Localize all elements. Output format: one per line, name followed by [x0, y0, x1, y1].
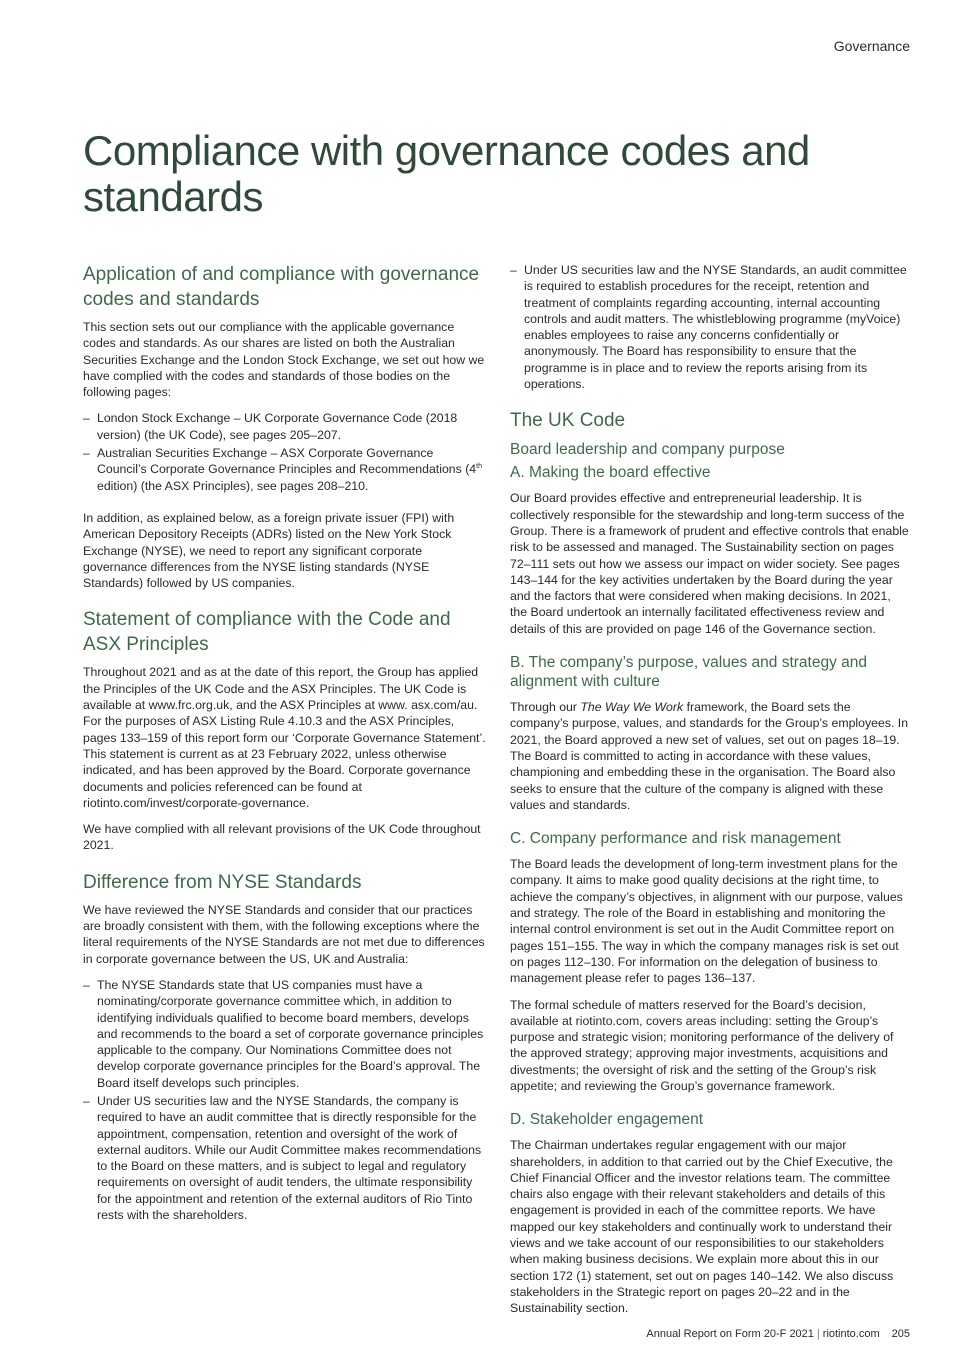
application-heading: Application of and compliance with governance codes and standards [83, 264, 480, 310]
section-a-paragraph: Our Board provides effective and entrepreneurial leadership. It is collectively responsible for the stewardship and long-term success of the Group. There is a framework of prudent and effective controls that enable risk to be assessed and managed. The Sustainability section on pages 72–111 sets out how we assess our impact on wider society. See pages 143–144 for the key activities undertaken by the Board during the year and the factors that were considered when making decisions. In 2021, the Board undertook an internally facilitated effectiveness review and details of this are provided on page 146 of the Governance section. [510, 491, 909, 636]
section-b-heading: B. The company’s purpose, values and strategy and alignment with culture [510, 654, 868, 691]
section-d-heading: D. Stakeholder engagement [510, 1111, 704, 1129]
nyse-paragraph: We have reviewed the NYSE Standards and consider that our practices are broadly consistent with them, with the following exceptions where the literal requirements of the NYSE Standards are not met due to differences in corporate governance between the US, UK and Australia: [83, 902, 485, 966]
nyse-exceptions-list [83, 977, 486, 1223]
footer-site-link[interactable]: riotinto.com [822, 1328, 880, 1340]
page-number: 205 [891, 1328, 910, 1340]
page-footer [646, 1328, 910, 1340]
section-d-paragraph: The Chairman undertakes regular engagement with our major shareholders, in addition to that carried out by the Chief Executive, the Chief Financial Officer and the investor relations team. The committee chairs also engage with their relevant stakeholders and details of this engagement is provided in each of the committee reports. We have mapped our key stakeholders and continually work to understand their views and we take account of our responsibilities to our stakeholders when making business decisions. We explain more about this in our section 172 (1) statement, set out on pages 140–142. We also discuss stakeholders in the Strategic report on pages 20–22 and in the Sustainability section. [510, 1138, 894, 1316]
statement-paragraph: Throughout 2021 and as at the date of this report, the Group has applied the Principles of the UK Code and the ASX Principles. The UK Code is available at www.frc.org.uk, and the ASX Principles at www. asx.com/au. For the purposes of ASX Listing Rule 4.10.3 and the ASX Principles, pages 133–159 of this report form our ‘Corporate Governance Statement’. This statement is current as at 23 February 2022, unless otherwise indicated, and has been approved by the Board. Corporate governance documents and policies referenced can be found at riotinto.com/invest/corporate-governance. [83, 665, 486, 810]
section-c-paragraph: The Board leads the development of long-term investment plans for the company. It aims to make good quality decisions at the right time, to achieve the company’s objectives, in alignment with our purpose, values and strategy. The role of the Board in establishing and monitoring the internal control environment is set out in the Audit Committee report on pages 151–155. The way in which the company manages risk is set out on pages 112–130. For information on the delegation of business to management please refer to pages 136–137. [510, 857, 903, 986]
footer-report-title: Annual Report on Form 20-F 2021 [646, 1328, 814, 1340]
code-list [83, 410, 486, 493]
nyse-heading: Difference from NYSE Standards [83, 871, 362, 893]
section-b-paragraph: Through our The Way We Work framework, the Board sets the company’s purpose, values, and standards for the Group’s employees. In 2021, the Board approved a new set of values, set out on pages 18–19. The Board is committed to acting in accordance with these values, championing and embedding these in the organisation. The Board also seeks to ensure that the culture of the company is aligned with these values and standards. [510, 700, 909, 812]
statement-heading: Statement of compliance with the Code and ASX Principles [83, 609, 451, 656]
left-column [83, 262, 486, 1233]
list-item: – Australian Securities Exchange – ASX Corporate Governance Council’s Corporate Governance Principles and Recommendations (4th edition) (the ASX Principles), see pages 208–210. [83, 446, 482, 493]
board-leadership-heading: Board leadership and company purpose [510, 441, 785, 459]
footer-separator: | [816, 1328, 820, 1340]
section-c-heading: C. Company performance and risk management [510, 830, 841, 848]
list-item: – Under US securities law and the NYSE Standards, the company is required to have an audit committee that is directly responsible for the appointment, compensation, retention and oversight of the work of external auditors. While our Audit Committee makes recommendations to the Board on these matters, and is subject to legal and regulatory requirements on oversight of audit tenders, the ultimate responsibility for the appointment and retention of the external auditors of Rio Tinto rests with the shareholders. [83, 1093, 482, 1223]
section-a-heading: A. Making the board effective [510, 464, 711, 482]
list-item: – London Stock Exchange – UK Corporate Governance Code (2018 version) (the UK Code), see pages 205–207. [83, 411, 458, 442]
page-title: Compliance with governance codes and standards [83, 127, 810, 220]
nyse-exceptions-list-cont [510, 262, 910, 392]
list-item: – The NYSE Standards state that US companies must have a nominating/corporate governance committee which, in addition to identifying individuals qualified to become board members, develops and recommends to the board a set of corporate governance principles applicable to the company. Our Nominations Committee does not develop corporate governance principles for the Board’s approval. The Board itself develops such principles. [83, 977, 484, 1090]
list-item: – Under US securities law and the NYSE Standards, an audit committee is required to establish procedures for the receipt, retention and treatment of complaints regarding accounting, internal accounting controls and audit matters. The whistleblowing programme (myVoice) enables employees to raise any concerns confidentially or anonymously. The Board has responsibility to ensure that the programme is in place and to review the reports arising from its operations. [510, 263, 907, 392]
application-intro: This section sets out our compliance with the applicable governance codes and standards. As our shares are listed on both the Australian Securities Exchange and the London Stock Exchange, we set out how we have complied with the codes and standards of those bodies on the following pages: [83, 320, 485, 400]
section-c-paragraph: The formal schedule of matters reserved for the Board’s decision, available at riotinto.com, covers areas including: setting the Group’s purpose and strategic vision; monitoring performance of the delivery of the approved strategy; approving major investments, acquisitions and divestments; the oversight of risk and the setting of the Group’s risk appetite; and reviewing the Group’s governance framework. [510, 997, 894, 1093]
statement-paragraph: We have complied with all relevant provisions of the UK Code throughout 2021. [83, 822, 481, 853]
section-label: Governance [833, 38, 910, 54]
right-column [510, 262, 910, 1327]
fpi-paragraph: In addition, as explained below, as a foreign private issuer (FPI) with American Depository Receipts (ADRs) listed on the New York Stock Exchange (NYSE), we need to report any significant corporate governance differences from the NYSE listing standards (NYSE Standards) followed by US companies. [83, 510, 455, 591]
uk-code-heading: The UK Code [510, 410, 626, 432]
